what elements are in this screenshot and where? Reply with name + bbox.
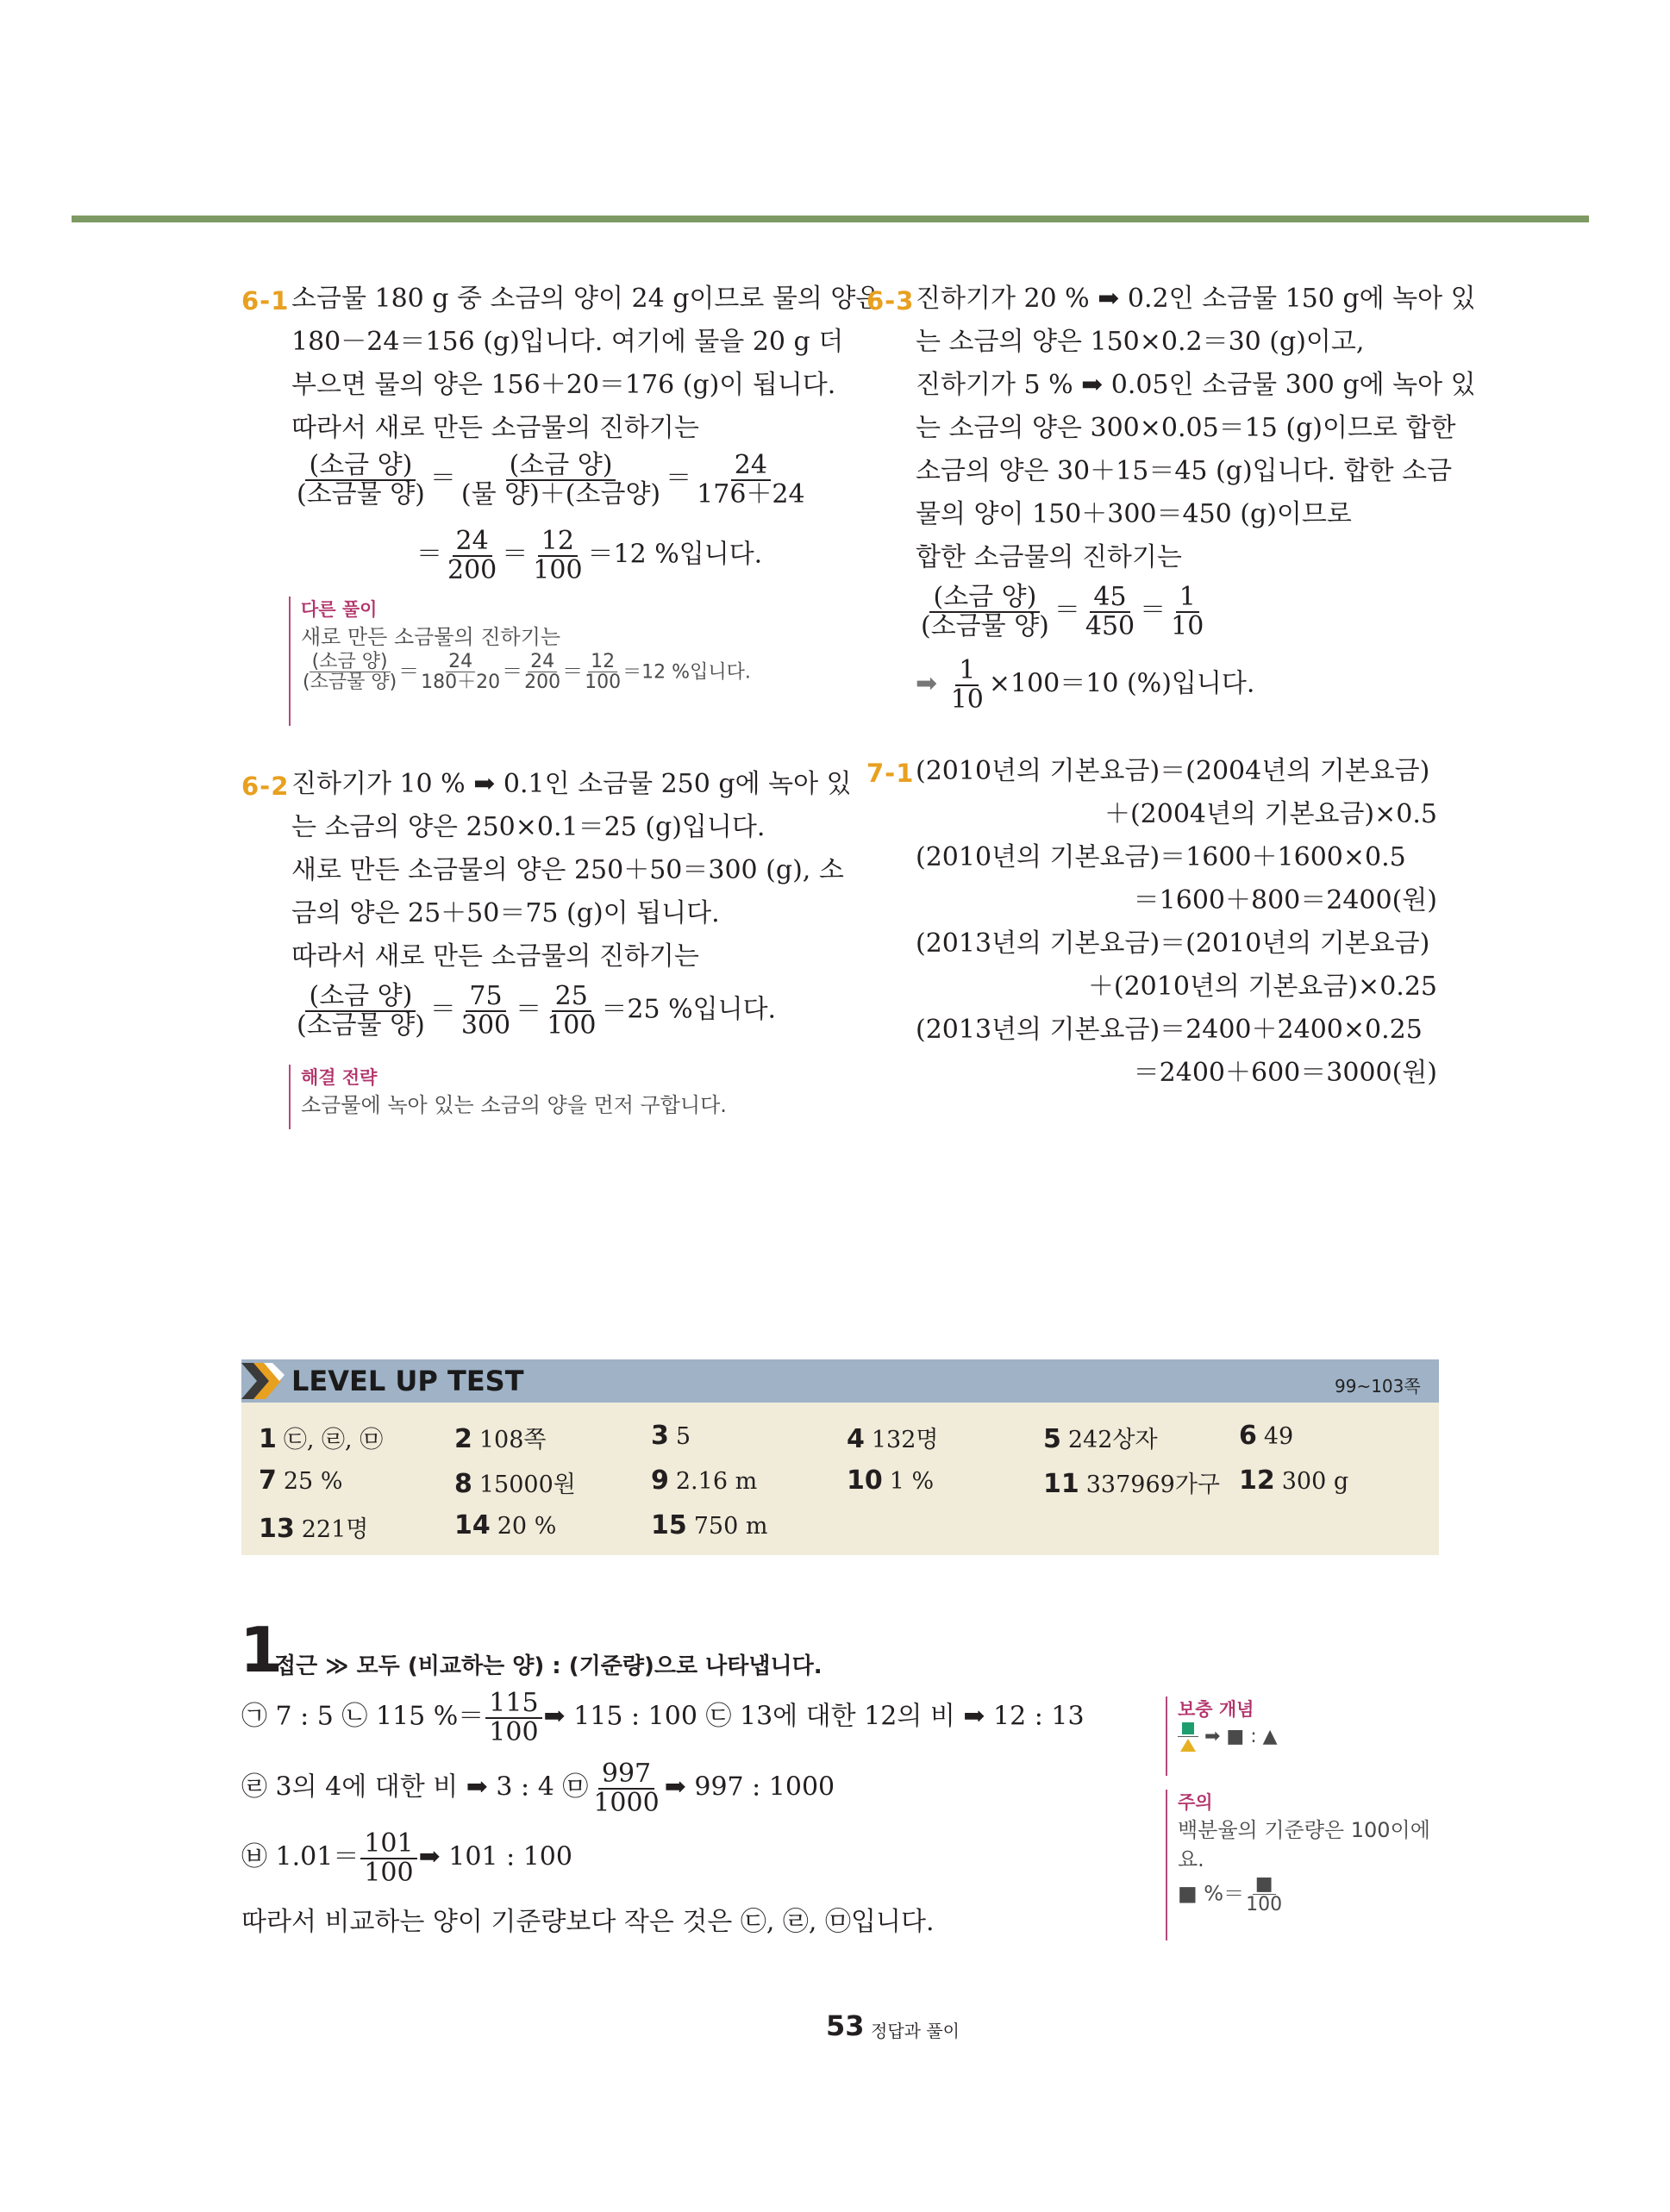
fraction: $\frac{997}{1000}$ (593, 1759, 660, 1818)
answer-value: 108쪽 (478, 1427, 547, 1453)
answer-number: 13 (259, 1514, 295, 1544)
fraction: $\frac{101}{100}$ (360, 1830, 416, 1886)
text-line: 소금의 양은 30＋15＝45 (g)입니다. 합한 소금 (916, 456, 1453, 486)
text-line: 합한 소금물의 진하기는 (916, 542, 1182, 572)
text-line: ＝1600＋800＝2400(원) (1133, 885, 1437, 915)
answer-value: 25 % (283, 1468, 343, 1495)
answer-number: 10 (847, 1465, 883, 1496)
text-line: 새로 만든 소금물의 양은 250＋50＝300 (g), 소 (291, 855, 844, 885)
answer-value: 132명 (871, 1427, 939, 1453)
page-range: 99~103쪽 (1335, 1376, 1421, 1397)
footer-label: 정답과 풀이 (871, 2021, 960, 2041)
answer-number: 8 (454, 1469, 472, 1499)
answer-value: 750 m (693, 1513, 768, 1540)
answer-item (1239, 1421, 1293, 1451)
note-tag: 해결 전략 (301, 1067, 378, 1088)
text-line: 물의 양이 150＋300＝450 (g)이므로 (916, 499, 1352, 529)
answer-value: 5 (675, 1423, 691, 1450)
answer-number: 12 (1239, 1465, 1275, 1496)
answer-value: ㉢, ㉣, ㉤ (283, 1427, 384, 1453)
answer-number: 14 (454, 1510, 491, 1540)
answer-item (1239, 1465, 1348, 1496)
text-line: (2010년의 기본요금)＝1600＋1600×0.5 (916, 842, 1406, 872)
answer-number: 4 (847, 1424, 865, 1454)
percent-formula: ■ %＝ ■ 100 (1178, 1873, 1283, 1916)
fraction: $\frac{1}{10}$ (950, 655, 984, 715)
fraction: $\frac{1}{10}$ (1171, 582, 1204, 641)
fraction: $\frac{115}{100}$ (485, 1690, 541, 1746)
note-tag: 보충 개념 (1178, 1699, 1254, 1720)
problem-number: 6-3 (866, 286, 915, 316)
text-line: 는 소금의 양은 300×0.05＝15 (g)이므로 합한 (916, 413, 1456, 443)
answer-value: 20 % (497, 1513, 557, 1540)
answer-item (1043, 1465, 1220, 1499)
top-rule (72, 216, 1589, 222)
text-line: 는 소금의 양은 250×0.1＝25 (g)입니다. (291, 812, 766, 842)
answer-item (651, 1465, 757, 1496)
answer-number: 5 (1043, 1424, 1061, 1454)
answer-item (259, 1421, 383, 1454)
text-line: 금의 양은 25＋50＝75 (g)이 됩니다. (291, 898, 720, 928)
text-line: 180－24＝156 (g)입니다. 여기에 물을 20 g 더 (291, 327, 844, 357)
solution-row: ㉥ 1.01＝ $\frac{101}{100}$ ➡ 101 : 100 (241, 1828, 572, 1888)
fraction: $\frac{25}{100}$ (547, 981, 597, 1040)
text-line: ＋(2004년의 기본요금)×0.5 (1104, 799, 1437, 829)
answer-value: 1 % (889, 1468, 935, 1495)
fraction: $\frac{\text{(소금 양)}}{\text{(소금물 양)}}$ (921, 582, 1049, 641)
note-text: 새로 만든 소금물의 진하기는 (301, 625, 561, 649)
solution-row: ㉣ 3의 4에 대한 비 ➡ 3 : 4 ㉤ $\frac{997}{1000}$ ➡ 997 : 1000 (241, 1759, 835, 1818)
alternative-solution-note (289, 597, 853, 726)
text-line: 진하기가 5 % ➡ 0.05인 소금물 300 g에 녹아 있 (916, 370, 1476, 400)
level-up-title: LEVEL UP TEST (291, 1365, 524, 1397)
page-number: 53 (826, 2009, 865, 2042)
note-tag: 다른 풀이 (301, 599, 378, 620)
equation-line: ➡ $\frac{1}{10}$ ×100＝10 (%)입니다. (916, 655, 1255, 715)
fraction: $\frac{\text{(소금 양)}}{\text{(소금물 양)}}$ (297, 450, 425, 509)
answer-value: 337969가구 (1085, 1472, 1220, 1498)
note-text: 요. (1178, 1847, 1204, 1871)
green-square-icon (1182, 1722, 1194, 1734)
note-text: 백분율의 기준량은 100이에 (1178, 1818, 1430, 1842)
problem-number: 7-1 (866, 759, 915, 788)
text-line: 진하기가 20 % ➡ 0.2인 소금물 150 g에 녹아 있 (916, 284, 1476, 314)
answer-item (651, 1421, 691, 1451)
approach-text: 접근 ≫ 모두 (비교하는 양) : (기준량)으로 나타냅니다. (274, 1653, 822, 1679)
problem-number: 6-2 (241, 772, 290, 801)
text-line: ＝2400＋600＝3000(원) (1133, 1058, 1437, 1088)
fraction: $\frac{24}{176+24}$ (697, 450, 805, 509)
answer-value: 2.16 m (675, 1468, 758, 1495)
answer-item (454, 1510, 556, 1540)
caution-note (1166, 1790, 1454, 1940)
solution-row: ㉠ 7 : 5 ㉡ 115 %＝ $\frac{115}{100}$ ➡ 115 : 100 ㉢ 13에 대한 12의 비 ➡ 12 : 13 (241, 1688, 1085, 1747)
answer-item (651, 1510, 767, 1540)
answer-number: 1 (259, 1424, 277, 1454)
answer-item (259, 1510, 368, 1544)
answer-value: 300 g (1281, 1468, 1349, 1495)
text-line: (2013년의 기본요금)＝2400＋2400×0.25 (916, 1015, 1423, 1045)
supplement-note (1166, 1696, 1454, 1776)
equation-line: $\frac{\text{(소금 양)}}{\text{(소금물 양)}}$ ＝ $\frac{\text{(소금 양)}}{\text{(물 양)＋(소금양)}}$ ＝ $\frac{24}{176+24}$ (291, 452, 810, 508)
answer-number: 11 (1043, 1469, 1079, 1499)
answer-item (454, 1421, 547, 1454)
answer-number: 2 (454, 1424, 472, 1454)
ratio-illustration: ➡ ■ : ▲ (1178, 1722, 1454, 1752)
text-line: 소금물 180 g 중 소금의 양이 24 g이므로 물의 양은 (291, 284, 881, 314)
yellow-triangle-icon (1180, 1739, 1196, 1752)
equation-line: $\frac{\text{(소금 양)}}{\text{(소금물 양)}}$ ＝ $\frac{45}{450}$ ＝ $\frac{1}{10}$ (916, 584, 1209, 640)
fraction: $\frac{\text{(소금 양)}}{\text{(소금물 양)}}$ (297, 981, 425, 1040)
fraction: $\frac{75}{300}$ (460, 981, 511, 1040)
fraction: $\frac{12}{100}$ (533, 526, 583, 585)
question-number: 1 (240, 1614, 284, 1686)
answer-value: 221명 (301, 1516, 369, 1543)
arrow-icon: ➡ (916, 668, 938, 699)
text-line: (2013년의 기본요금)＝(2010년의 기본요금) (916, 928, 1430, 959)
text-line: 부으면 물의 양은 156＋20＝176 (g)이 됩니다. (291, 370, 836, 400)
text-line: ＋(2010년의 기본요금)×0.25 (1087, 972, 1437, 1002)
fraction: $\frac{\text{(소금 양)}}{\text{(물 양)＋(소금양)}}$ (460, 450, 661, 509)
fraction: $\frac{45}{450}$ (1085, 582, 1135, 641)
text-line: 진하기가 10 % ➡ 0.1인 소금물 250 g에 녹아 있 (291, 769, 852, 799)
answer-number: 15 (651, 1510, 687, 1540)
answer-value: 15000원 (478, 1472, 576, 1498)
text-line: 따라서 새로 만든 소금물의 진하기는 (291, 941, 699, 972)
equation-line: $\frac{\text{(소금 양)}}{\text{(소금물 양)}}$ ＝ $\frac{75}{300}$ ＝ $\frac{25}{100}$ ＝25 %입니다. (291, 983, 776, 1039)
answer-number: 3 (651, 1421, 669, 1451)
strategy-note (289, 1065, 853, 1129)
answer-item (259, 1465, 342, 1496)
text-line: 따라서 새로 만든 소금물의 진하기는 (291, 413, 699, 443)
answer-item (454, 1465, 576, 1499)
answer-item (847, 1465, 934, 1496)
text-line: 는 소금의 양은 150×0.2＝30 (g)이고, (916, 327, 1365, 357)
answer-item (847, 1421, 939, 1454)
problem-number: 6-1 (241, 286, 290, 316)
answer-number: 6 (1239, 1421, 1257, 1451)
answer-value: 242상자 (1067, 1427, 1158, 1453)
answer-item (1043, 1421, 1158, 1454)
chevron-logo-icon (241, 1359, 285, 1403)
note-tag: 주의 (1178, 1792, 1213, 1813)
answer-number: 7 (259, 1465, 277, 1496)
answer-value: 49 (1263, 1423, 1294, 1450)
note-equation: (소금 양) (소금물 양) ＝ $\frac{24}{180+20}$ ＝ $\frac{24}{200}$ ＝ $\frac{12}{100}$ ＝12 %입니다. (303, 651, 751, 694)
note-text: 소금물에 녹아 있는 소금의 양을 먼저 구합니다. (301, 1093, 727, 1117)
fraction: $\frac{24}{200}$ (447, 526, 497, 585)
solution-conclusion: 따라서 비교하는 양이 기준량보다 작은 것은 ㉢, ㉣, ㉤입니다. (241, 1907, 935, 1937)
equation-line: ＝ $\frac{24}{200}$ ＝ $\frac{12}{100}$ ＝12 %입니다. (416, 526, 763, 585)
answer-number: 9 (651, 1465, 669, 1496)
text-line: (2010년의 기본요금)＝(2004년의 기본요금) (916, 756, 1430, 786)
